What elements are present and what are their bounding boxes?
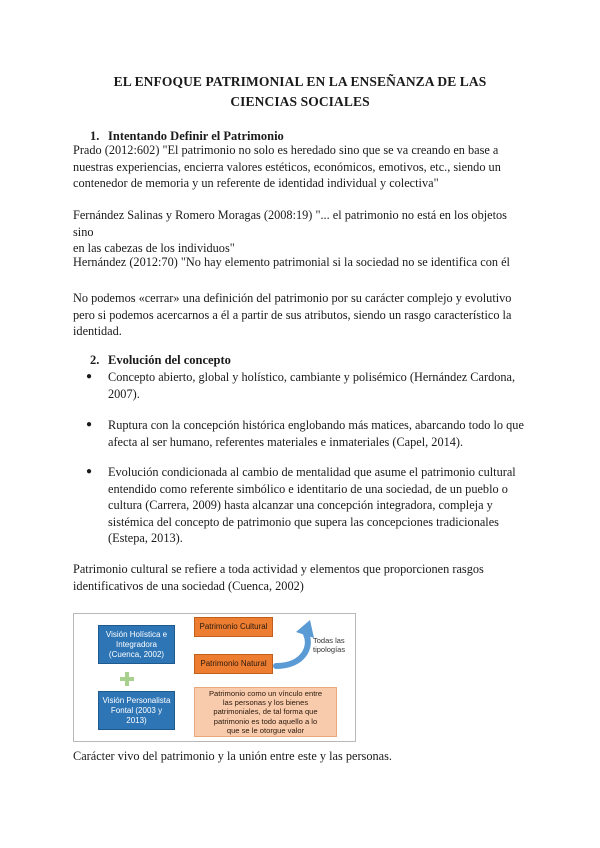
box-text-line: Visión Personalista	[102, 695, 171, 705]
text-line: identidad.	[73, 324, 122, 339]
box-text-line: Integradora	[116, 639, 157, 649]
patrimonio-cultural-box	[194, 617, 273, 637]
closing-paragraph	[73, 561, 528, 594]
bullet-item	[86, 417, 536, 450]
text-line: nuestras experiencias, encierra valores estéticos, económicos, emotivos, etc., siendo un	[73, 159, 501, 174]
box-text-line: patrimonio es todo aquello a lo	[213, 716, 318, 726]
document-title	[90, 72, 510, 112]
text-line: entendido como referente simbólico e identitario de una sociedad, de un pueblo o	[108, 481, 508, 496]
box-text-line: patrimoniales, de tal forma que	[213, 707, 318, 717]
box-text-line: Visión Holística e	[105, 629, 168, 639]
text-line: Prado (2012:602) "El patrimonio no solo es heredado sino que se va creando en base a	[73, 143, 499, 157]
text-line: cultura (Carrera, 2009) hasta alcanzar una concepción integradora, compleja y	[108, 498, 493, 513]
box-text-line: que se le otorgue valor	[226, 725, 305, 735]
text-line: Evolución condicionada al cambio de mentalidad que asume el patrimonio cultural	[108, 465, 516, 479]
box-text-line: Patrimonio como un vínculo entre	[208, 688, 323, 698]
box-text-line: las personas y los bienes	[222, 698, 309, 708]
text-line: sistémica del concepto de patrimonio que supera las concepciones tradicionales	[108, 514, 499, 529]
text-line: identificativos de una sociedad (Cuenca, 2002)	[73, 578, 304, 593]
section-2-title: Evolución del concepto	[108, 353, 231, 367]
section-1-number: 1.	[90, 129, 100, 143]
text-line: pero si podemos acercarnos a él a partir de sus atributos, siendo un rasgo característico la	[73, 307, 512, 322]
text-line: Hernández (2012:70) "No hay elemento patrimonial si la sociedad no se identifica con él	[73, 255, 510, 269]
text-line: Fernández Salinas y Romero Moragas (2008:19) "... el patrimonio no está en los objetos sino	[73, 208, 507, 239]
text-line: Concepto abierto, global y holístico, cambiante y polisémico (Hernández Cardona,	[108, 370, 516, 384]
bullet-icon: ●	[86, 466, 93, 477]
plus-icon	[120, 672, 134, 686]
definition-paragraph	[73, 290, 528, 340]
text-line: contenedor de memoria y un referente de identidad individual y colectiva"	[73, 176, 439, 191]
section-2-heading	[90, 352, 231, 368]
section-2-number: 2.	[90, 353, 100, 367]
bullet-icon: ●	[86, 371, 93, 382]
title-line-1: EL ENFOQUE PATRIMONIAL EN LA ENSEÑANZA DE LAS	[113, 74, 487, 89]
box-text-line: Fontal (2003 y	[110, 705, 163, 715]
box-text-line: 2013)	[126, 715, 147, 725]
bullet-item	[86, 464, 536, 547]
quote-prado	[73, 142, 528, 192]
label-line: tipologías	[313, 645, 346, 654]
section-1-title: Intentando Definir el Patrimonio	[108, 129, 284, 143]
patrimonio-natural-box	[194, 654, 273, 674]
bullet-item	[86, 369, 536, 402]
text-line: en las cabezas de los individuos"	[73, 241, 235, 256]
patrimonio-diagram	[73, 613, 356, 742]
text-line: (Estepa, 2013).	[108, 531, 183, 546]
label-line: Todas las	[313, 636, 345, 645]
text-line: afecta al ser humano, referentes materiales e inmateriales (Capel, 2014).	[108, 434, 464, 449]
vision-holistica-box	[98, 625, 175, 664]
box-label: Patrimonio Cultural	[199, 622, 268, 631]
text-line: Ruptura con la concepción histórica englobando más matices, abarcando todo lo que	[108, 418, 524, 432]
vision-personalista-box	[98, 691, 175, 730]
quote-fernandez	[73, 207, 528, 257]
tipologias-label	[313, 636, 353, 654]
bullet-icon: ●	[86, 419, 93, 430]
text-line: Patrimonio cultural se refiere a toda actividad y elementos que proporcionen rasgos	[73, 562, 484, 576]
figure-caption: Carácter vivo del patrimonio y la unión entre este y las personas.	[73, 749, 392, 763]
quote-hernandez	[73, 254, 528, 271]
box-text-line: (Cuenca, 2002)	[108, 649, 165, 659]
text-line: 2007).	[108, 386, 140, 401]
vinculo-box	[194, 687, 337, 737]
box-label: Patrimonio Natural	[200, 659, 267, 668]
title-line-2: CIENCIAS SOCIALES	[230, 94, 370, 109]
text-line: No podemos «cerrar» una definición del patrimonio por su carácter complejo y evolutivo	[73, 291, 512, 305]
